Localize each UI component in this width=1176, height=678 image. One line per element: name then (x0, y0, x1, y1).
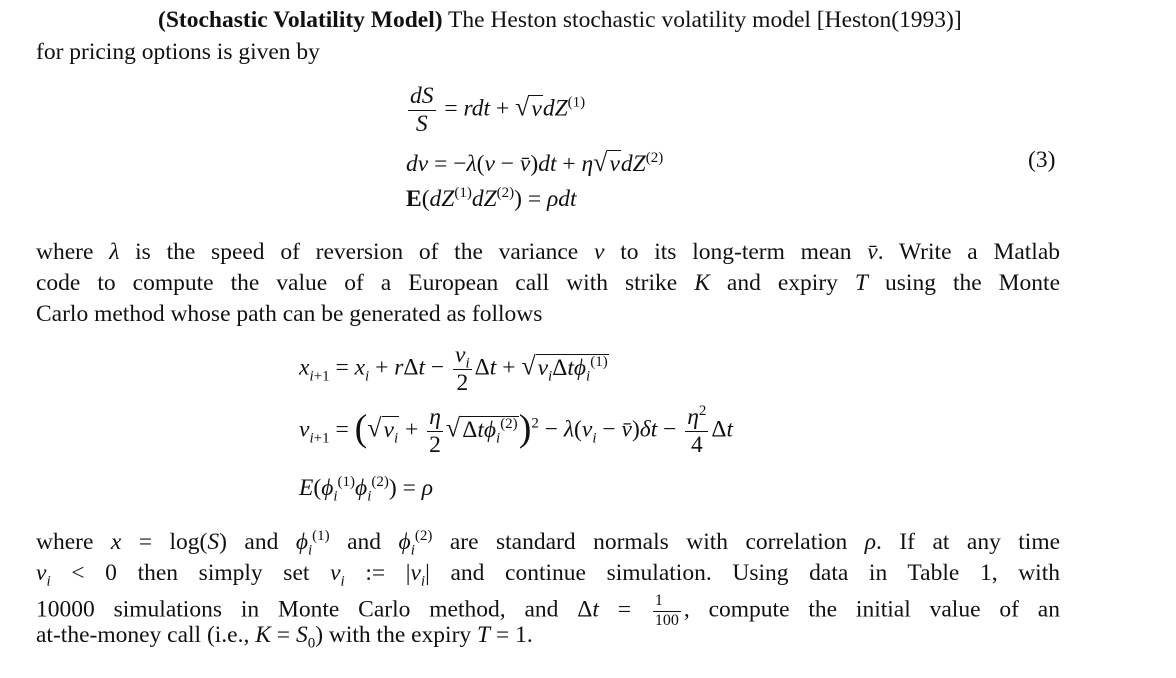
heston-equation-ds: $\frac{dS}{S}$ = rdt + √vdZ$^{(1)}$ (410, 83, 586, 137)
closing-line-2: $v_i < 0$ then simply set $v_i$ := $|v_i|$ and continue simulation. Using data in Table 1, with (36, 560, 1060, 590)
intro-line-1 (158, 9, 962, 33)
fraction-eta2-4: $\frac{\eta^2}{4}$ (687, 403, 707, 458)
intro-text: The Heston stochastic volatility model [Heston(1993)] (448, 7, 962, 33)
fraction-vi-2: $\frac{v_i}{2}$ (455, 342, 470, 396)
middle-line-3: Carlo method whose path can be generated as follows (36, 301, 543, 327)
discrete-equation-x: $x_{i+1} = x_i + r\Delta t$ − $\frac{v_i}{2}$ $\Delta t + √v_i\Delta t\phi_i^{(1)}$ (299, 342, 608, 396)
equation-number: (3) (1028, 147, 1056, 173)
discrete-equation-correlation: $E(\phi_i^{(1)}\phi_i^{(2)}) = \rho$ (299, 474, 433, 505)
closing-line-4: at-the-money call (i.e., $K = S_0$) with the expiry T = 1. (36, 622, 533, 652)
middle-line-1: where λ is the speed of reversion of the variance v to its long-term mean v̄. Write a Matlab (36, 239, 1061, 265)
heston-equation-correlation: $E(dZ^{(1)}dZ^{(2)}) = \rho dt$ (406, 185, 577, 212)
discrete-equation-v: $v_{i+1} = (√v_i$ + $\frac{\eta}{2}$ $√\Delta t\phi_i^{(2)})^2 - \lambda(v_i$ − v̄)δt − $\frac{\eta^2}{4}$ Δt (299, 403, 734, 458)
fraction-one-hundredth: $\frac{1}{100}$ (654, 592, 679, 629)
intro-line-2: for pricing options is given by (36, 39, 320, 65)
fraction-ds-s: $\frac{dS}{S}$ (410, 83, 434, 137)
section-title: (Stochastic Volatility Model) (158, 7, 443, 33)
fraction-eta-2: $\frac{\eta}{2}$ (429, 404, 441, 458)
middle-line-2: code to compute the value of a European call with strike K and expiry T using the Monte (36, 270, 1061, 296)
closing-line-3: 10000 simulations in Monte Carlo method, and Δt = $\frac{1}{100}$ , compute the initial value of an (36, 592, 1060, 629)
heston-equation-dv: dv = −λ(v − v̄)dt + η√vdZ$^{(2)}$ (406, 148, 664, 177)
closing-line-1: where x = log(S) and $\phi_i^{(1)}$ and $\phi_i^{(2)}$ are standard normals with correlation ρ. If at any time (36, 528, 1061, 559)
